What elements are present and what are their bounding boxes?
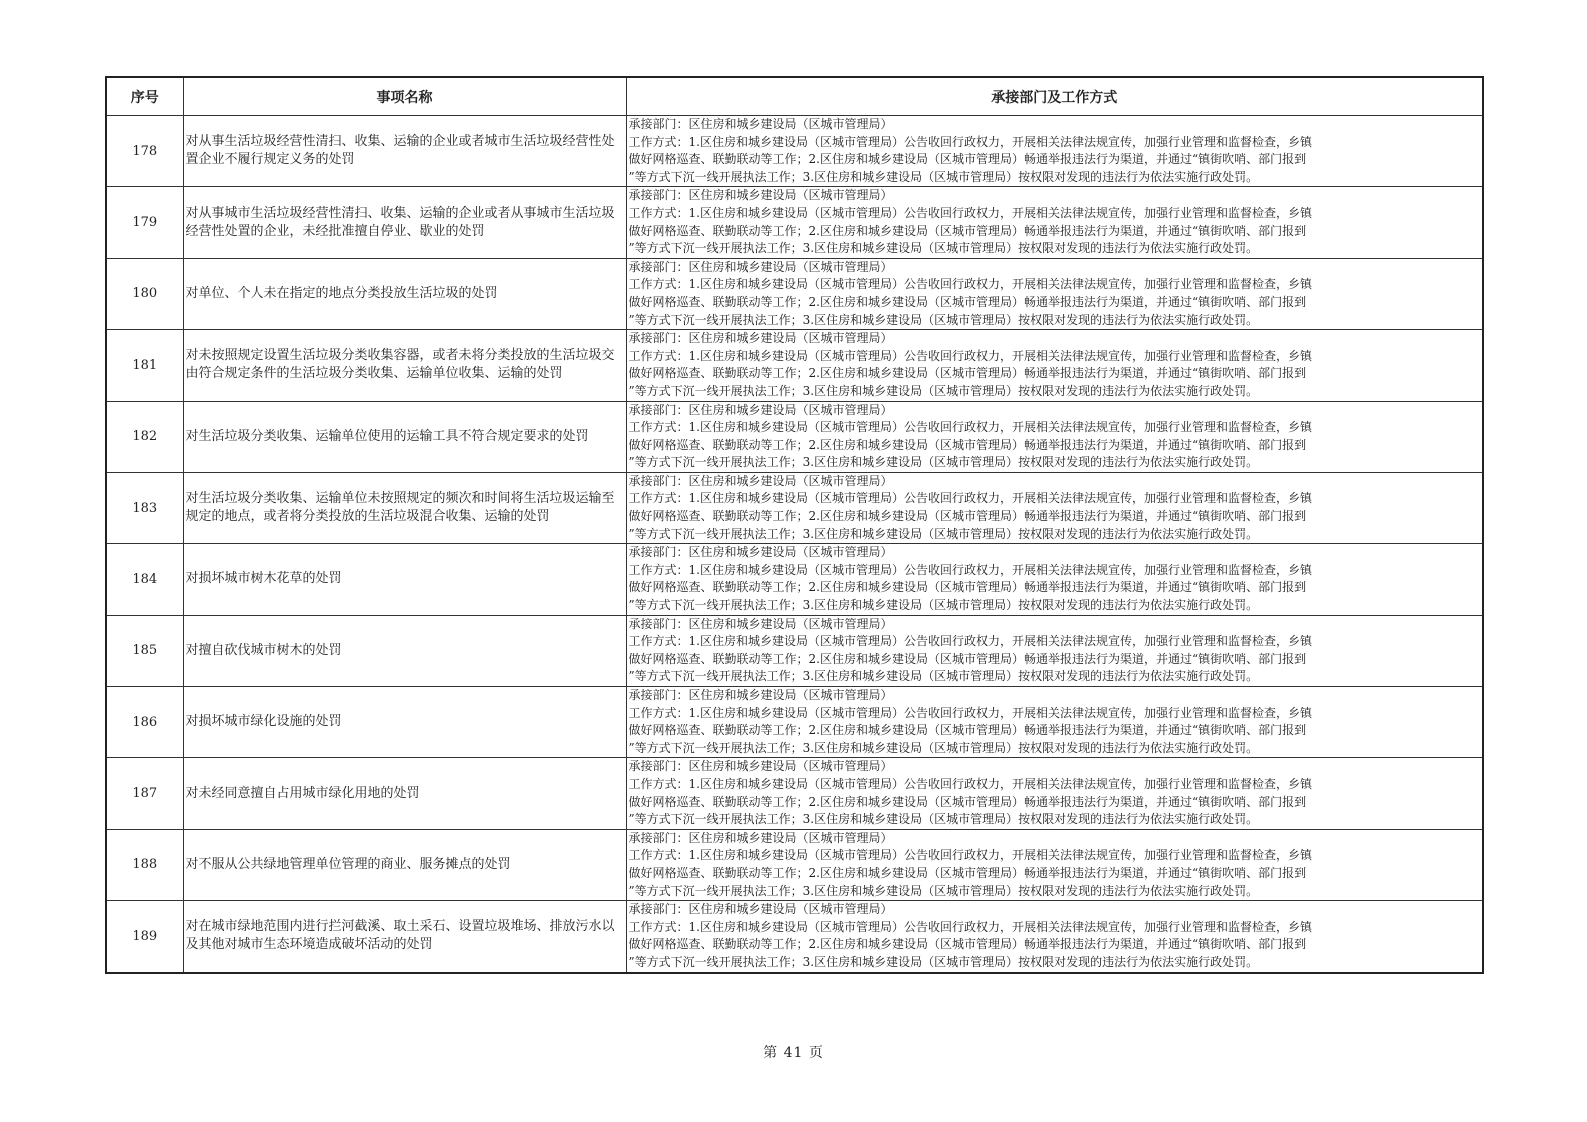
row-item-name: 对生活垃圾分类收集、运输单位未按照规定的频次和时间将生活垃圾运输至规定的地点，或者将分类投放的生活垃圾混合收集、运输的处罚: [183, 472, 626, 543]
department-method-line: 承接部门：区住房和城乡建设局（区城市管理局）: [628, 545, 893, 560]
department-method-line: 承接部门：区住房和城乡建设局（区城市管理局）: [628, 473, 893, 488]
row-department-method: [626, 472, 1483, 543]
row-item-name: 对擅自砍伐城市树木的处罚: [183, 615, 626, 686]
department-method-line: 做好网格巡查、联勤联动等工作；2.区住房和城乡建设局（区城市管理局）畅通举报违法行为渠道，并通过“镇街吹哨、部门报到: [628, 366, 1307, 381]
row-item-name: 对从事生活垃圾经营性清扫、收集、运输的企业或者城市生活垃圾经营性处置企业不履行规定义务的处罚: [183, 116, 626, 187]
department-method-line: 做好网格巡查、联勤联动等工作；2.区住房和城乡建设局（区城市管理局）畅通举报违法行为渠道，并通过“镇街吹哨、部门报到: [628, 937, 1307, 952]
row-department-method: [626, 544, 1483, 615]
department-method-line: ”等方式下沉一线开展执法工作；3.区住房和城乡建设局（区城市管理局）按权限对发现的违法行为依法实施行政处罚。: [628, 169, 1259, 184]
department-method-line: ”等方式下沉一线开展执法工作；3.区住房和城乡建设局（区城市管理局）按权限对发现的违法行为依法实施行政处罚。: [628, 740, 1259, 755]
department-method-line: 承接部门：区住房和城乡建设局（区城市管理局）: [628, 117, 893, 131]
department-method-line: 承接部门：区住房和城乡建设局（区城市管理局）: [628, 688, 893, 702]
row-item-name: 对单位、个人未在指定的地点分类投放生活垃圾的处罚: [183, 258, 626, 329]
table-body: [106, 116, 1483, 973]
row-serial-number: 183: [106, 472, 183, 543]
table-header-row: [106, 77, 1483, 116]
department-method-line: 承接部门：区住房和城乡建设局（区城市管理局）: [628, 259, 893, 274]
row-department-method: [626, 687, 1483, 758]
department-method-line: ”等方式下沉一线开展执法工作；3.区住房和城乡建设局（区城市管理局）按权限对发现的违法行为依法实施行政处罚。: [628, 455, 1259, 470]
department-method-line: ”等方式下沉一线开展执法工作；3.区住房和城乡建设局（区城市管理局）按权限对发现的违法行为依法实施行政处罚。: [628, 312, 1259, 327]
row-serial-number: 180: [106, 258, 183, 329]
row-department-method: [626, 401, 1483, 472]
table-row: [106, 758, 1483, 829]
department-method-line: 承接部门：区住房和城乡建设局（区城市管理局）: [628, 830, 893, 845]
row-serial-number: 182: [106, 401, 183, 472]
row-item-name: 对损坏城市树木花草的处罚: [183, 544, 626, 615]
department-method-line: ”等方式下沉一线开展执法工作；3.区住房和城乡建设局（区城市管理局）按权限对发现的违法行为依法实施行政处罚。: [628, 241, 1259, 256]
table-row: [106, 687, 1483, 758]
row-serial-number: 186: [106, 687, 183, 758]
department-method-line: ”等方式下沉一线开展执法工作；3.区住房和城乡建设局（区城市管理局）按权限对发现的违法行为依法实施行政处罚。: [628, 598, 1259, 613]
row-item-name: 对从事城市生活垃圾经营性清扫、收集、运输的企业或者从事城市生活垃圾经营性处置的企业，未经批准擅自停业、歇业的处罚: [183, 187, 626, 258]
department-method-line: 工作方式：1.区住房和城乡建设局（区城市管理局）公告收回行政权力，开展相关法律法规宣传，加强行业管理和监督检查，乡镇: [628, 848, 1312, 863]
department-method-line: 工作方式：1.区住房和城乡建设局（区城市管理局）公告收回行政权力，开展相关法律法规宣传，加强行业管理和监督检查，乡镇: [628, 277, 1312, 292]
row-department-method: [626, 116, 1483, 187]
department-method-line: 做好网格巡查、联勤联动等工作；2.区住房和城乡建设局（区城市管理局）畅通举报违法行为渠道，并通过“镇街吹哨、部门报到: [628, 294, 1307, 309]
row-item-name: 对未按照规定设置生活垃圾分类收集容器，或者未将分类投放的生活垃圾交由符合规定条件的生活垃圾分类收集、运输单位收集、运输的处罚: [183, 330, 626, 401]
row-serial-number: 181: [106, 330, 183, 401]
department-method-line: 承接部门：区住房和城乡建设局（区城市管理局）: [628, 759, 893, 774]
department-method-line: ”等方式下沉一线开展执法工作；3.区住房和城乡建设局（区城市管理局）按权限对发现的违法行为依法实施行政处罚。: [628, 669, 1259, 684]
department-method-line: 做好网格巡查、联勤联动等工作；2.区住房和城乡建设局（区城市管理局）畅通举报违法行为渠道，并通过“镇街吹哨、部门报到: [628, 651, 1307, 666]
row-item-name: 对生活垃圾分类收集、运输单位使用的运输工具不符合规定要求的处罚: [183, 401, 626, 472]
department-method-line: 做好网格巡查、联勤联动等工作；2.区住房和城乡建设局（区城市管理局）畅通举报违法行为渠道，并通过“镇街吹哨、部门报到: [628, 152, 1307, 167]
row-serial-number: 189: [106, 901, 183, 973]
department-method-line: 做好网格巡查、联勤联动等工作；2.区住房和城乡建设局（区城市管理局）畅通举报违法行为渠道，并通过“镇街吹哨、部门报到: [628, 437, 1307, 452]
department-method-line: 工作方式：1.区住房和城乡建设局（区城市管理局）公告收回行政权力，开展相关法律法规宣传，加强行业管理和监督检查，乡镇: [628, 562, 1312, 577]
department-method-line: 承接部门：区住房和城乡建设局（区城市管理局）: [628, 188, 893, 203]
department-method-line: 承接部门：区住房和城乡建设局（区城市管理局）: [628, 331, 893, 346]
row-serial-number: 178: [106, 116, 183, 187]
table-row: [106, 472, 1483, 543]
row-department-method: [626, 615, 1483, 686]
department-method-line: 工作方式：1.区住房和城乡建设局（区城市管理局）公告收回行政权力，开展相关法律法规宣传，加强行业管理和监督检查，乡镇: [628, 420, 1312, 435]
department-method-line: 做好网格巡查、联勤联动等工作；2.区住房和城乡建设局（区城市管理局）畅通举报违法行为渠道，并通过“镇街吹哨、部门报到: [628, 509, 1307, 524]
row-serial-number: 188: [106, 829, 183, 900]
row-department-method: [626, 758, 1483, 829]
page-number: 第 41 页: [763, 1045, 824, 1061]
department-method-line: 承接部门：区住房和城乡建设局（区城市管理局）: [628, 402, 893, 417]
table-row: [106, 258, 1483, 329]
department-method-line: ”等方式下沉一线开展执法工作；3.区住房和城乡建设局（区城市管理局）按权限对发现的违法行为依法实施行政处罚。: [628, 526, 1259, 541]
department-method-line: 工作方式：1.区住房和城乡建设局（区城市管理局）公告收回行政权力，开展相关法律法规宣传，加强行业管理和监督检查，乡镇: [628, 705, 1312, 720]
row-item-name: 对在城市绿地范围内进行拦河截溪、取土采石、设置垃圾堆场、排放污水以及其他对城市生态环境造成破坏活动的处罚: [183, 901, 626, 973]
department-method-line: 做好网格巡查、联勤联动等工作；2.区住房和城乡建设局（区城市管理局）畅通举报违法行为渠道，并通过“镇街吹哨、部门报到: [628, 794, 1307, 809]
department-method-line: 做好网格巡查、联勤联动等工作；2.区住房和城乡建设局（区城市管理局）畅通举报违法行为渠道，并通过“镇街吹哨、部门报到: [628, 723, 1307, 738]
table-row: [106, 615, 1483, 686]
table-row: [106, 901, 1483, 973]
department-method-line: ”等方式下沉一线开展执法工作；3.区住房和城乡建设局（区城市管理局）按权限对发现的违法行为依法实施行政处罚。: [628, 883, 1259, 898]
table-row: [106, 401, 1483, 472]
row-item-name: 对未经同意擅自占用城市绿化用地的处罚: [183, 758, 626, 829]
row-serial-number: 184: [106, 544, 183, 615]
header-serial-number: 序号: [106, 77, 183, 116]
table-row: [106, 829, 1483, 900]
row-department-method: [626, 829, 1483, 900]
items-table: [105, 76, 1484, 974]
department-method-line: 工作方式：1.区住房和城乡建设局（区城市管理局）公告收回行政权力，开展相关法律法规宣传，加强行业管理和监督检查，乡镇: [628, 134, 1312, 149]
row-department-method: [626, 187, 1483, 258]
header-item-name: 事项名称: [183, 77, 626, 116]
table-row: [106, 544, 1483, 615]
row-department-method: [626, 258, 1483, 329]
row-item-name: 对损坏城市绿化设施的处罚: [183, 687, 626, 758]
department-method-line: 做好网格巡查、联勤联动等工作；2.区住房和城乡建设局（区城市管理局）畅通举报违法行为渠道，并通过“镇街吹哨、部门报到: [628, 865, 1307, 880]
department-method-line: 承接部门：区住房和城乡建设局（区城市管理局）: [628, 616, 893, 631]
row-item-name: 对不服从公共绿地管理单位管理的商业、服务摊点的处罚: [183, 829, 626, 900]
row-serial-number: 179: [106, 187, 183, 258]
table-row: [106, 330, 1483, 401]
department-method-line: 工作方式：1.区住房和城乡建设局（区城市管理局）公告收回行政权力，开展相关法律法规宣传，加强行业管理和监督检查，乡镇: [628, 776, 1312, 791]
table-row: [106, 187, 1483, 258]
row-serial-number: 185: [106, 615, 183, 686]
department-method-line: 工作方式：1.区住房和城乡建设局（区城市管理局）公告收回行政权力，开展相关法律法规宣传，加强行业管理和监督检查，乡镇: [628, 491, 1312, 506]
header-department-method: 承接部门及工作方式: [626, 77, 1483, 116]
department-method-line: ”等方式下沉一线开展执法工作；3.区住房和城乡建设局（区城市管理局）按权限对发现的违法行为依法实施行政处罚。: [628, 954, 1259, 969]
row-serial-number: 187: [106, 758, 183, 829]
department-method-line: 承接部门：区住房和城乡建设局（区城市管理局）: [628, 902, 893, 917]
row-department-method: [626, 330, 1483, 401]
department-method-line: 工作方式：1.区住房和城乡建设局（区城市管理局）公告收回行政权力，开展相关法律法规宣传，加强行业管理和监督检查，乡镇: [628, 205, 1312, 220]
row-department-method: [626, 901, 1483, 973]
department-method-line: 工作方式：1.区住房和城乡建设局（区城市管理局）公告收回行政权力，开展相关法律法规宣传，加强行业管理和监督检查，乡镇: [628, 919, 1312, 934]
table-row: [106, 116, 1483, 187]
department-method-line: ”等方式下沉一线开展执法工作；3.区住房和城乡建设局（区城市管理局）按权限对发现的违法行为依法实施行政处罚。: [628, 812, 1259, 827]
department-method-line: 工作方式：1.区住房和城乡建设局（区城市管理局）公告收回行政权力，开展相关法律法规宣传，加强行业管理和监督检查，乡镇: [628, 348, 1312, 363]
department-method-line: 做好网格巡查、联勤联动等工作；2.区住房和城乡建设局（区城市管理局）畅通举报违法行为渠道，并通过“镇街吹哨、部门报到: [628, 223, 1307, 238]
department-method-line: 做好网格巡查、联勤联动等工作；2.区住房和城乡建设局（区城市管理局）畅通举报违法行为渠道，并通过“镇街吹哨、部门报到: [628, 580, 1307, 595]
department-method-line: 工作方式：1.区住房和城乡建设局（区城市管理局）公告收回行政权力，开展相关法律法规宣传，加强行业管理和监督检查，乡镇: [628, 634, 1312, 649]
department-method-line: ”等方式下沉一线开展执法工作；3.区住房和城乡建设局（区城市管理局）按权限对发现的违法行为依法实施行政处罚。: [628, 383, 1259, 398]
